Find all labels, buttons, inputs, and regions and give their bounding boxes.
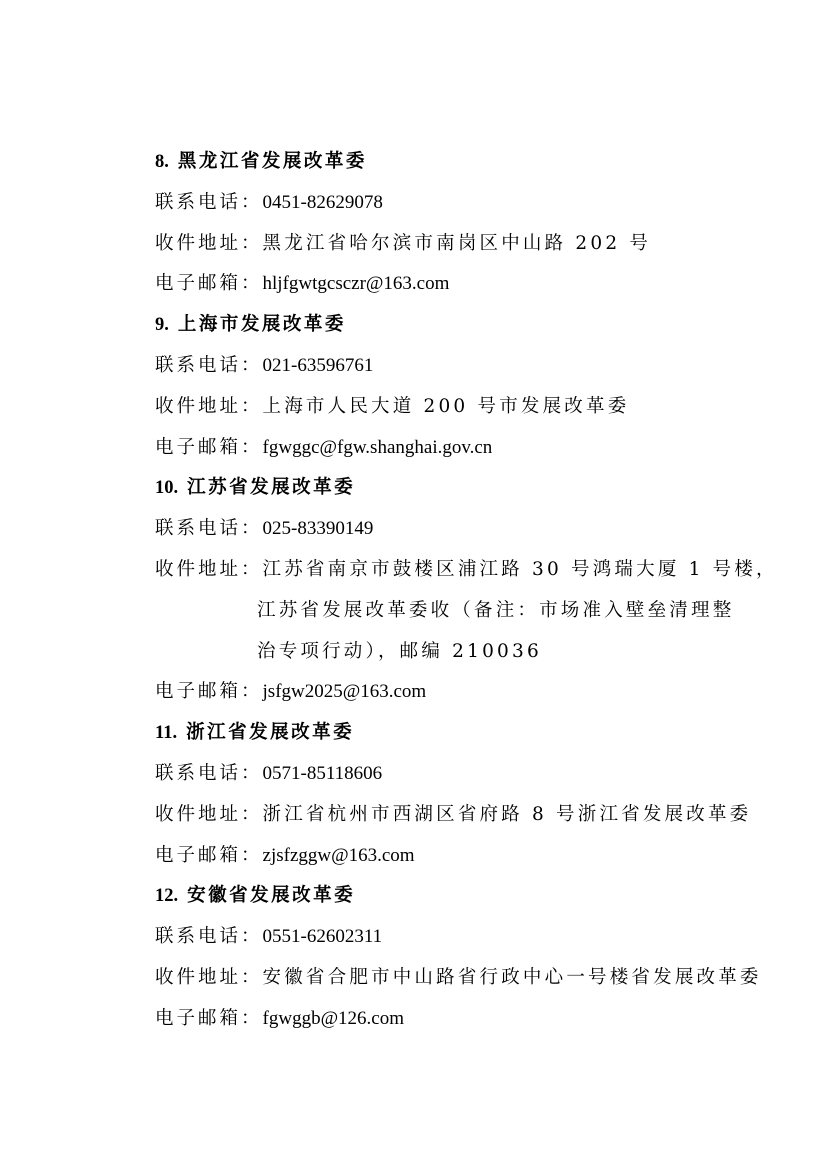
section-heading [155, 468, 717, 509]
address-value-line2: 江苏省发展改革委收（备注：市场准入壁垒清理整 [257, 599, 735, 621]
address-value: 黑龙江省哈尔滨市南岗区中山路 202 号 [262, 232, 652, 254]
address-value-line1: 江苏省南京市鼓楼区浦江路 30 号鸿瑞大厦 1 号楼， [262, 558, 778, 580]
email-label: 电子邮箱： [155, 1007, 263, 1029]
address-row [155, 958, 762, 999]
phone-row [155, 917, 717, 958]
email-row [155, 672, 717, 713]
email-label: 电子邮箱： [155, 844, 263, 866]
address-row [155, 224, 717, 265]
section-title: 安徽省发展改革委 [187, 885, 356, 907]
email-row [155, 428, 717, 469]
section-number: 12. [155, 886, 179, 907]
section-number: 11. [155, 723, 178, 744]
address-row [155, 795, 752, 836]
section-number: 8. [155, 152, 169, 172]
address-label: 收件地址： [155, 232, 263, 254]
phone-value: 021-63596761 [262, 354, 374, 376]
address-value-line3: 治专项行动），邮编 210036 [257, 640, 542, 662]
email-row [155, 836, 717, 877]
phone-value: 025-83390149 [262, 518, 374, 540]
section-title: 上海市发展改革委 [177, 314, 346, 336]
phone-row [155, 754, 717, 795]
email-value: jsfgw2025@163.com [262, 681, 427, 703]
email-row [155, 264, 717, 305]
phone-label: 联系电话： [155, 354, 263, 376]
section-heading [155, 713, 717, 754]
address-value: 浙江省杭州市西湖区省府路 8 号浙江省发展改革委 [262, 803, 752, 825]
section-title: 黑龙江省发展改革委 [177, 151, 367, 172]
email-value: fgwggb@126.com [262, 1007, 405, 1029]
contact-list [155, 142, 778, 1040]
email-label: 电子邮箱： [155, 681, 263, 703]
phone-label: 联系电话： [155, 926, 263, 948]
address-continuation-row [155, 632, 717, 673]
phone-label: 联系电话： [155, 762, 263, 784]
phone-label: 联系电话： [155, 518, 263, 540]
address-label: 收件地址： [155, 966, 263, 988]
address-row [155, 387, 717, 428]
address-label: 收件地址： [155, 558, 263, 580]
phone-row [155, 183, 717, 224]
phone-row [155, 346, 717, 387]
section-number: 9. [155, 315, 169, 336]
phone-value: 0571-85118606 [262, 762, 383, 784]
address-label: 收件地址： [155, 803, 263, 825]
section-number: 10. [155, 478, 179, 499]
address-value: 上海市人民大道 200 号市发展改革委 [262, 395, 630, 417]
email-label: 电子邮箱： [155, 436, 263, 458]
address-continuation-row [155, 591, 735, 632]
section-heading [155, 142, 717, 183]
email-value: zjsfzggw@163.com [262, 844, 415, 866]
email-row [155, 999, 717, 1040]
phone-row [155, 509, 717, 550]
address-label: 收件地址： [155, 395, 263, 417]
email-value: fgwggc@fgw.shanghai.gov.cn [262, 436, 493, 458]
phone-value: 0551-62602311 [262, 926, 383, 948]
phone-value: 0451-82629078 [262, 191, 383, 213]
section-title: 江苏省发展改革委 [187, 477, 356, 499]
phone-label: 联系电话： [155, 191, 263, 213]
email-value: hljfgwtgcsczr@163.com [262, 273, 450, 295]
address-row [155, 550, 778, 591]
section-heading [155, 876, 717, 917]
email-label: 电子邮箱： [155, 273, 263, 295]
address-value: 安徽省合肥市中山路省行政中心一号楼省发展改革委 [262, 966, 762, 988]
section-heading [155, 305, 717, 346]
section-title: 浙江省发展改革委 [186, 722, 355, 744]
